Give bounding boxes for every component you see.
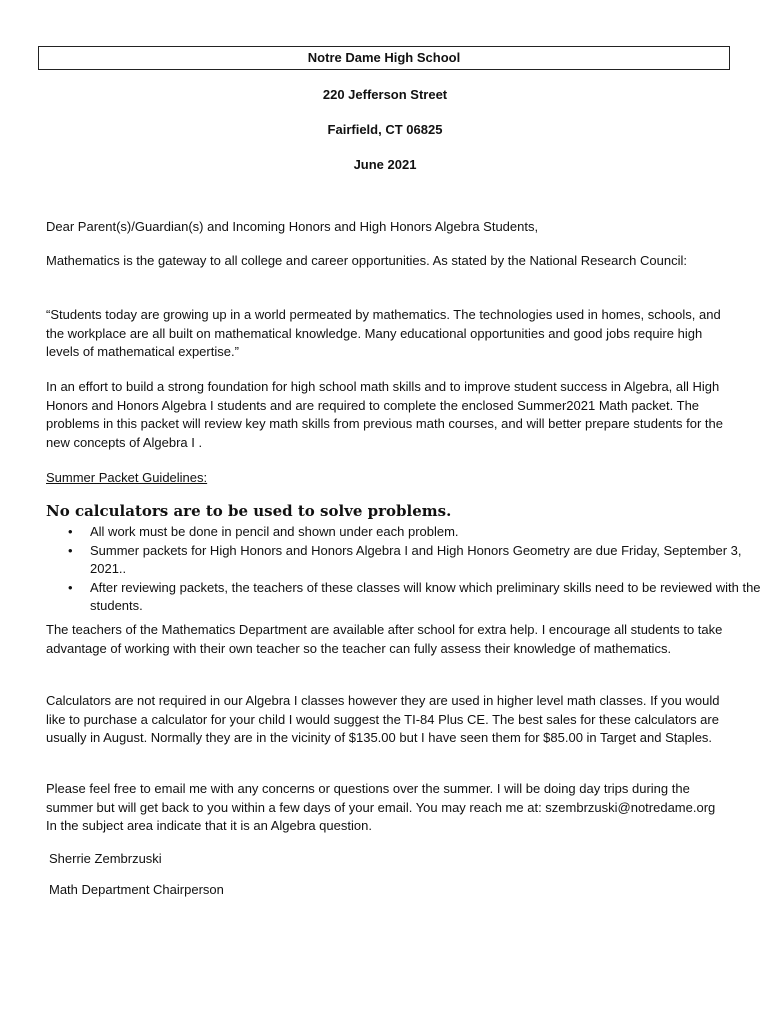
salutation: Dear Parent(s)/Guardian(s) and Incoming Honors and High Honors Algebra Students, <box>46 219 539 234</box>
bullet-text: All work must be done in pencil and shown under each problem. <box>90 524 459 539</box>
bullet-text: Summer packets for High Honors and Honors Algebra I and High Honors Geometry are due Friday, September 3, 2021.. <box>90 542 742 576</box>
guidelines-list <box>46 523 770 616</box>
bullet-icon: • <box>68 542 73 558</box>
contact-paragraph: Please feel free to email me with any concerns or questions over the summer. I will be doing day trips during the summer but will get back to you within a few days of your email. You may reach me at: szembrzuski@notredame.org In the subject area indicate that it is an Algebra question. <box>46 781 716 833</box>
list-item <box>68 579 770 616</box>
bullet-text: After reviewing packets, the teachers of these classes will know which preliminary skills need to be reviewed with the students. <box>90 579 761 613</box>
bullet-icon: • <box>68 524 73 539</box>
list-item <box>68 542 770 579</box>
city-address: Fairfield, CT 06825 <box>327 122 443 137</box>
signature-title: Math Department Chairperson <box>49 882 224 897</box>
school-name-box: Notre Dame High School <box>38 46 730 70</box>
street-address: 220 Jefferson Street <box>322 87 448 102</box>
list-item <box>68 523 770 542</box>
packet-paragraph: In an effort to build a strong foundation for high school math skills and to improve student success in Algebra, all High Honors and Honors Algebra I students and are required to complete the enclosed Summer2021 Math packet. The problems in this packet will review key math skills from previous math courses, and will better prepare students for the new concepts of Algebra I . <box>46 379 724 450</box>
signature-name: Sherrie Zembrzuski <box>49 851 162 866</box>
letter-date: June 2021 <box>353 157 417 172</box>
bullet-icon: • <box>68 579 73 595</box>
extra-help-paragraph: The teachers of the Mathematics Department are available after school for extra help. I encourage all students to take advantage of working with their own teacher so the teacher can fully assess their knowledge of mathematics. <box>46 622 723 656</box>
guidelines-heading: Summer Packet Guidelines: <box>46 470 208 485</box>
calculator-paragraph: Calculators are not required in our Algebra I classes however they are used in higher level math classes. If you would like to purchase a calculator for your child I would suggest the TI-84 Plus CE. The best sales for these calculators are usually in August. Normally they are in the vicinity of $135.00 but I have seen them for $85.00 in Target and Staples. <box>46 693 720 745</box>
quote-paragraph: “Students today are growing up in a world permeated by mathematics. The technologies used in homes, schools, and the workplace are all built on mathematical knowledge. Many educational opportunities and good jobs require high levels of mathematical expertise.” <box>46 307 721 359</box>
intro-paragraph: Mathematics is the gateway to all college and career opportunities. As stated by the National Research Council: <box>46 253 687 268</box>
no-calculators-heading: No calculators are to be used to solve problems. <box>46 502 452 520</box>
